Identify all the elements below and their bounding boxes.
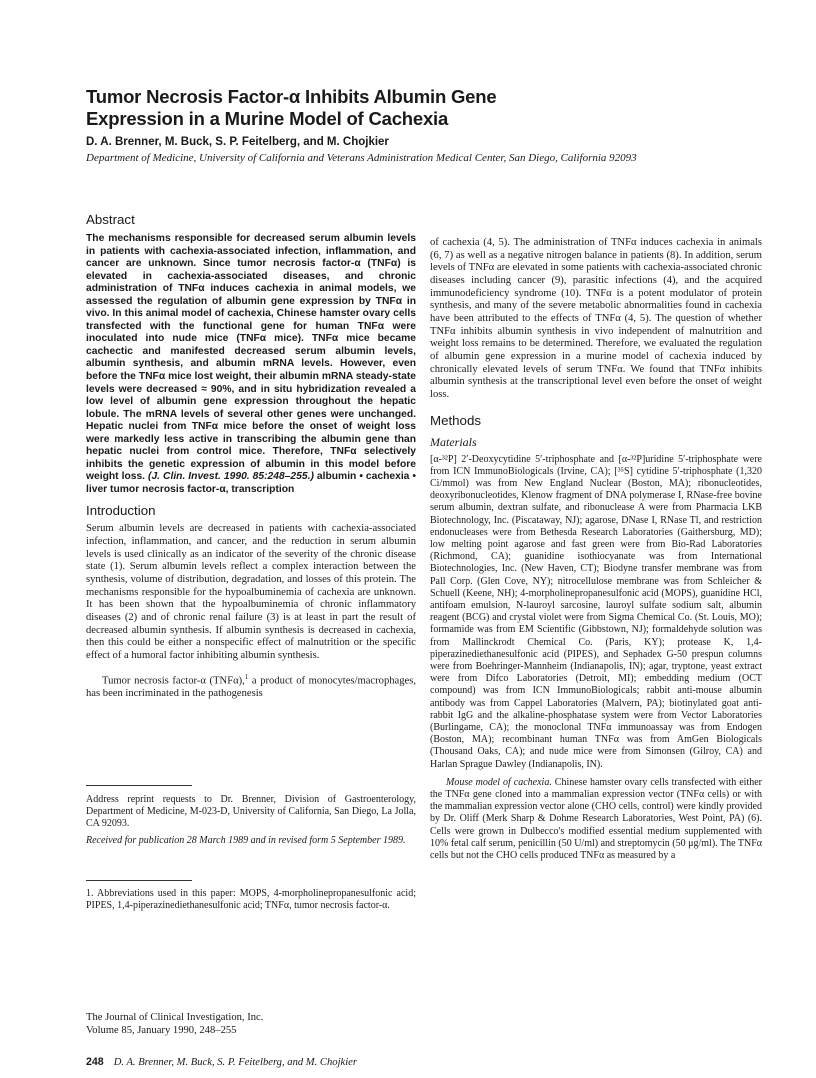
page-number: 248 [86, 1056, 104, 1068]
mouse-model-label: Mouse model of cachexia. [446, 776, 552, 788]
materials-paragraph: [α-³²P] 2′-Deoxycytidine 5′-triphosphate and [α-³²P]uridine 5′-triphosphate were from ICN ImmunoBiologicals (Irvine, CA); [³⁵S] cytidine 5′-triphosphate (1,320 Ci/mmol) was from New England Nuclear (Boston, MA); ribonucleotides, deoxyribonucleotides, Klenow fragment of DNA polymerase I, RNase-free bovine serum albumin, dextran sulfate, and ribonuclease A were from Pharmacia LKB Biotechnology, Inc. (Piscataway, NJ); agarose, DNase I, RNase Tl, and restriction endonucleases were from Bethesda Research Laboratories (Gaithersburg, MD); low melting point agarose and fast green were from Bio-Rad Laboratories (Richmond, CA); guanidine isothiocyanate was from International Biotechnologies, Inc. (New Haven, CT); Biodyne transfer membrane was from Pall Corp. (Glen Cove, NY); nitrocellulose membrane was from Schleicher & Schuell (Keene, NH); 4-morpholinepropanesulfonic acid (MOPS), guanidine HCl, antifoam emulsion, N-lauroyl sarcosine, lauroyl sulfate sodium salt, albumin reagent (BCG) and crystal violet were from Sigma Chemical Co. (St. Louis, MO); formamide was from EM Scientific (Gibbstown, NJ); formaldehyde solution was from Mallinckrodt Chemical Co. (Paris, KY); protease K, 1,4-piperazinediethanesulfonic acid (PIPES), and Sephadex G-50 prespun columns were from Boehringer-Mannheim (Indianapolis, IN); agar, tryptone, yeast extract were from Difco Laboratories (Detroit, MI); embedding medium (OCT compound) was from ICN ImmunoBiologicals; rabbit anti-mouse albumin antibody was from Cappel Laboratories (Malvern, PA); biotinylated goat anti-rabbit IgG and the alkaline-phosphatase system were from Vector Laboratories (Burlingame, CA); the monoclonal TNFα immunoassay was from Endogen (Boston, MA); recombinant human TNFα was from AmGen Biologicals (Thousand Oaks, CA); and nude mice were from Simonsen (Gilroy, CA) and Harlan Sprague Dawley (Indianapolis, IN). [430, 453, 762, 770]
footnote-marker: 1 [244, 672, 249, 681]
intro-p2-start: Tumor necrosis factor-α (TNFα), [102, 675, 245, 687]
introduction-paragraph-1: Serum albumin levels are decreased in patients with cachexia-associated infection, inflammation, and cancer, and the reduction in serum albumin levels is used clinically as an indicator of the severity of the chronic disease state (1). Serum albumin levels reflect a complex interaction between the synthesis, volume of distribution, degradation, and losses of this protein. The mechanisms responsible for the hypoalbuminemia of cachexia are unknown. It has been shown that the hypoalbuminemia of chronic inflammatory diseases (2) and of chronic renal failure (3) is at least in part the result of decreased albumin synthesis. If albumin synthesis is decreased in cachexia, then this could be either a nonspecific effect of malnutrition or the specific effect of a humoral factor inhibiting albumin synthesis. [86, 523, 416, 662]
title-line-2: Expression in a Murine Model of Cachexia [86, 108, 449, 129]
materials-heading: Materials [430, 434, 477, 449]
abstract-keywords: albumin • cachexia • liver tumor necrosis factor-α, transcription [86, 471, 416, 495]
page-footer [86, 1056, 357, 1068]
left-column [86, 212, 416, 701]
right-column [430, 237, 762, 862]
journal-info [86, 1012, 263, 1037]
correspondence-block [86, 794, 416, 847]
intro-p2-rest: a product of monocytes/macrophages, has been incriminated in the pathogenesis [86, 675, 417, 699]
abbreviations-text: 1. Abbreviations used in this paper: MOPS, 4-morpholinepropanesulfonic acid; PIPES, 1,4-piperazinediethanesulfonic acid; TNFα, tumor necrosis factor-α. [86, 888, 416, 912]
methods-heading: Methods [430, 412, 481, 428]
abstract-heading: Abstract [86, 212, 135, 227]
mouse-model-paragraph [430, 777, 762, 862]
affiliation: Department of Medicine, University of California and Veterans Administration Medical Center, San Diego, California 92093 [86, 152, 637, 164]
author-list: D. A. Brenner, M. Buck, S. P. Feitelberg, and M. Chojkier [86, 136, 389, 148]
article-title [86, 86, 746, 130]
running-authors: D. A. Brenner, M. Buck, S. P. Feitelberg, and M. Chojkier [113, 1057, 358, 1068]
abstract-text: The mechanisms responsible for decreased serum albumin levels in patients with cachexia-associated infection, inflammation, and cancer are unknown. Since tumor necrosis factor-α (TNFα) is elevated in cachexia-associated diseases, and chronic administration of TNFα induces cachexia in animal models, we assessed the regulation of albumin gene expression by TNFα in vivo. In this animal model of cachexia, Chinese hamster ovary cells transfected with the functional gene for human TNFα were inoculated into nude mice (TNFα mice). TNFα mice became cachectic and manifested decreased serum albumin levels, albumin synthesis, and albumin mRNA levels. However, even before the TNFα mice lost weight, their albumin mRNA steady-state levels were decreased ≈ 90%, and in situ hybridization revealed a low level of albumin gene expression throughout the hepatic lobule. The mRNA levels of several other genes were unchanged. Hepatic nuclei from TNFα mice before the onset of weight loss were markedly less active in transcribing the albumin gene than hepatic nuclei from control mice. Therefore, TNFα selectively inhibits the genetic expression of albumin in this model before weight loss. [86, 233, 416, 483]
journal-volume: Volume 85, January 1990, 248–255 [86, 1024, 237, 1036]
abstract-paragraph [86, 233, 416, 496]
introduction-paragraph-2-continued: of cachexia (4, 5). The administration of TNFα induces cachexia in animals (6, 7) as well as a negative nitrogen balance in patients (8). In addition, serum levels of TNFα are elevated in some patients with cachexia-associated chronic diseases including cancer (9), parasitic infections (4), and the acquired immunodeficiency syndrome (10). TNFα is a potent modulator of protein synthesis, and many of the severe metabolic abnormalities found in cachexia have been attributed to the effects of TNFα (4, 5). The question of whether TNFα inhibits albumin synthesis in vivo independent of malnutrition and weight loss remains to be determined. Therefore, we evaluated the regulation of albumin gene expression in a murine model of cachexia induced by chronically elevated levels of serum TNFα. We found that TNFα inhibits albumin synthesis at the transcriptional level even before the onset of weight loss. [430, 237, 762, 400]
introduction-paragraph-2 [86, 671, 416, 701]
journal-publisher: The Journal of Clinical Investigation, Inc. [86, 1012, 264, 1023]
footnote-rule-bottom [86, 880, 192, 881]
footnote-rule-top [86, 785, 192, 786]
title-line-1: Tumor Necrosis Factor-α Inhibits Albumin Gene [86, 86, 497, 107]
abbreviations-footnote [86, 888, 416, 912]
reprint-address: Address reprint requests to Dr. Brenner, Division of Gastroenterology, Department of Medicine, M-023-D, University of California, San Diego, La Jolla, CA 92093. [86, 794, 416, 830]
received-dates: Received for publication 28 March 1989 and in revised form 5 September 1989. [86, 834, 406, 846]
mouse-model-text: Chinese hamster ovary cells transfected with either the TNFα gene cloned into a mammalian expression vector (TNFα cells) or with the mammalian expression vector alone (CHO cells, control) were kindly provided by Dr. Oliff (Merk Sharp & Dohme Research Laboratories, West Point, PA) (6). Cells were grown in Dulbecco's modified essential medium supplemented with 10% fetal calf serum, penicillin (50 U/ml) and streptomycin (50 μg/ml). The TNFα cells but not the CHO cells produced TNFα as measured by a [430, 776, 762, 862]
abstract-citation: (J. Clin. Invest. 1990. 85:248–255.) [148, 471, 314, 483]
introduction-heading: Introduction [86, 503, 156, 519]
